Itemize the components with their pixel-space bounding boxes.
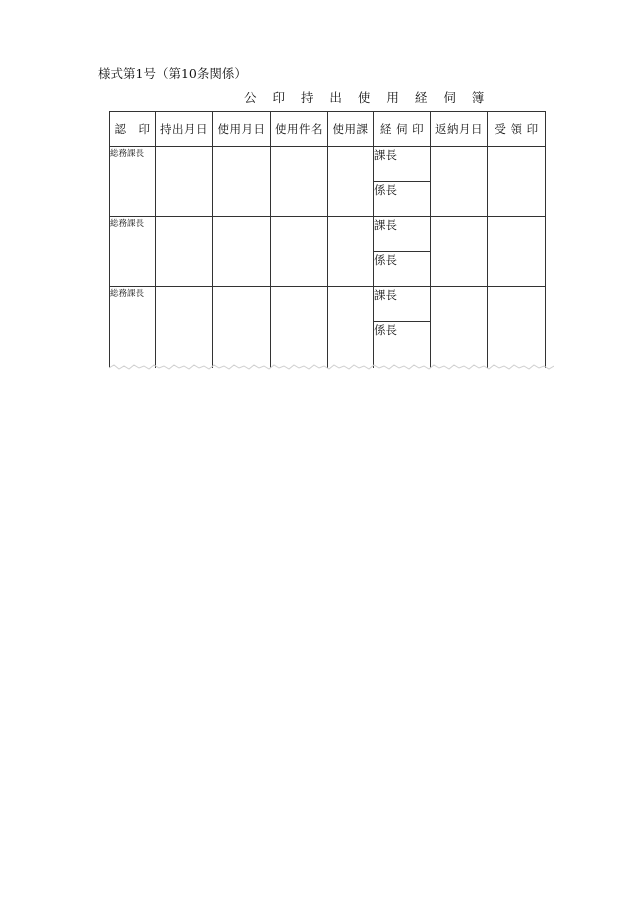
header-use-date: 使用月日 [213, 112, 271, 147]
table-row [110, 287, 546, 322]
return-date-cell[interactable] [431, 217, 488, 287]
use-subject-cell[interactable] [271, 287, 328, 369]
section-chief-seal-cell: 課長 [374, 147, 431, 182]
section-chief-seal-cell: 課長 [374, 287, 431, 322]
header-return-date: 返納月日 [431, 112, 488, 147]
takeout-date-cell[interactable] [156, 217, 213, 287]
approver-cell: 総務課長 [110, 217, 156, 287]
use-date-cell[interactable] [213, 147, 271, 217]
receipt-seal-cell[interactable] [488, 287, 546, 369]
form-id: 様式第1号（第10条関係） [98, 66, 247, 81]
table-row [110, 147, 546, 182]
table-row [110, 217, 546, 252]
header-using-section: 使用課 [328, 112, 374, 147]
approver-cell: 総務課長 [110, 147, 156, 217]
header-use-subject: 使用件名 [271, 112, 328, 147]
using-section-cell[interactable] [328, 147, 374, 217]
receipt-seal-cell[interactable] [488, 147, 546, 217]
subsection-chief-seal-cell: 係長 [374, 252, 431, 287]
subsection-chief-seal-cell: 係長 [374, 322, 431, 369]
approver-cell: 総務課長 [110, 287, 156, 369]
using-section-cell[interactable] [328, 287, 374, 369]
seal-ledger-table [109, 111, 546, 368]
header-row [110, 112, 546, 147]
use-subject-cell[interactable] [271, 147, 328, 217]
subsection-chief-seal-cell: 係長 [374, 182, 431, 217]
section-chief-seal-cell: 課長 [374, 217, 431, 252]
return-date-cell[interactable] [431, 147, 488, 217]
header-takeout-date: 持出月日 [156, 112, 213, 147]
torn-edge-divider [109, 364, 554, 372]
header-receipt-seal: 受 領 印 [488, 112, 546, 147]
using-section-cell[interactable] [328, 217, 374, 287]
use-date-cell[interactable] [213, 217, 271, 287]
return-date-cell[interactable] [431, 287, 488, 369]
use-subject-cell[interactable] [271, 217, 328, 287]
use-date-cell[interactable] [213, 287, 271, 369]
header-review-seal: 経 伺 印 [374, 112, 431, 147]
takeout-date-cell[interactable] [156, 287, 213, 369]
receipt-seal-cell[interactable] [488, 217, 546, 287]
takeout-date-cell[interactable] [156, 147, 213, 217]
header-approval-seal: 認 印 [110, 112, 156, 147]
document-title: 公 印 持 出 使 用 経 伺 簿 [244, 90, 491, 105]
